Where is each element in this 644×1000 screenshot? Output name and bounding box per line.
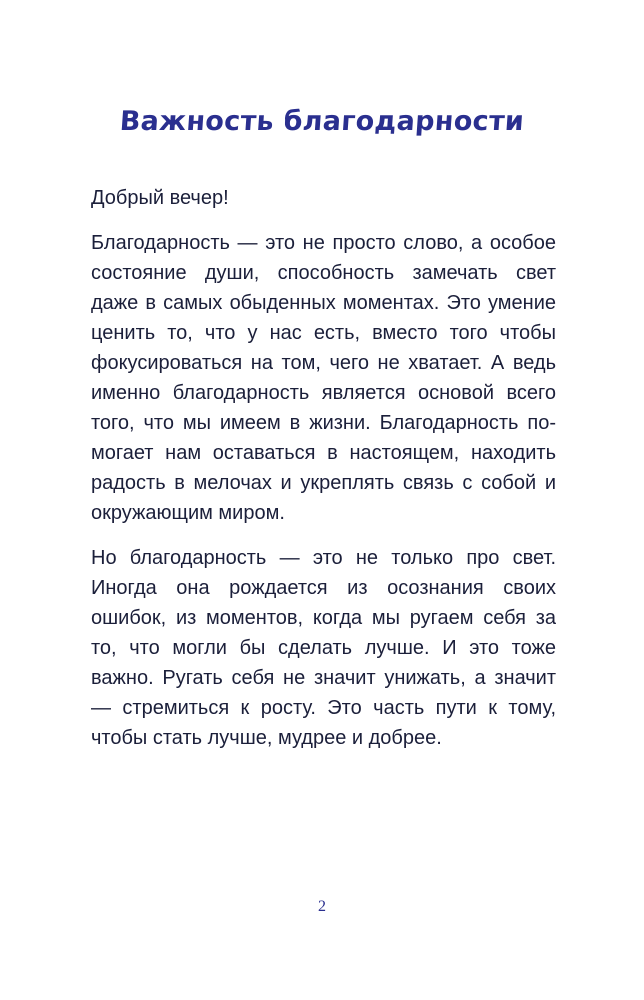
- paragraph-2: Но благодарность — это не только про свет. Иногда она рождается из осознания своих ошибок, из моментов, когда мы ругаем себя за то, что могли бы сделать лучше. И это тоже важно. Ругать себя не значит унижать, а значит — стремиться к росту. Это часть пути к тому, чтобы стать лучше, мудрее и добрее.: [91, 547, 556, 749]
- paragraph-1: Благодарность — это не просто слово, а особое состояние души, способность замечать свет даже в самых обыденных моментах. Это умение ценить то, что у нас есть, вместо того чтобы фокусироваться на том, чего не хватает. А ведь именно благодарность является основой всего того, что мы имеем в жизни. Благодарность помогает нам оставаться в настоящем, находить радость в мелочах и укреплять связь с собой и окружающим миром.: [91, 232, 556, 524]
- page-title: Важность благодарности: [118, 106, 526, 137]
- body-text: [91, 183, 556, 768]
- greeting-paragraph: Добрый вечер!: [91, 187, 229, 209]
- page-number: 2: [318, 898, 326, 915]
